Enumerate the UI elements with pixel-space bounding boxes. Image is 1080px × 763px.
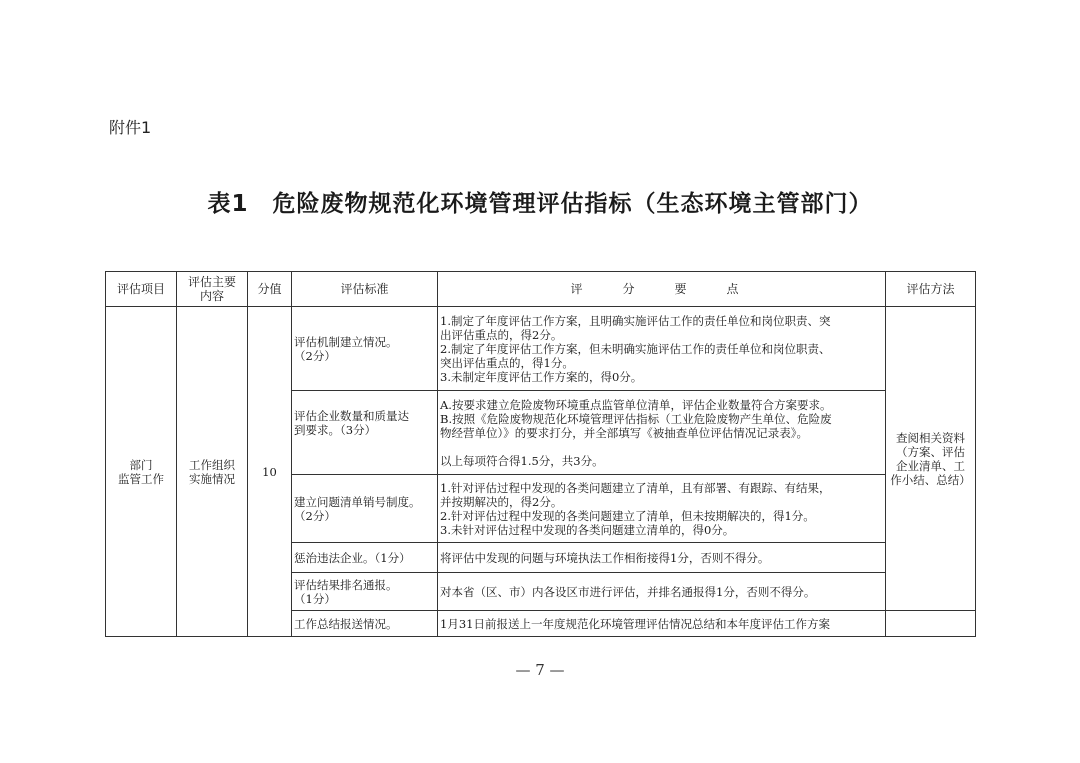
content-cell: 工作组织 实施情况	[177, 307, 248, 637]
criteria-cell: 评估机制建立情况。 （2分）	[292, 307, 438, 391]
criteria-cell: 评估结果排名通报。 （1分）	[292, 573, 438, 611]
criteria-cell: 工作总结报送情况。	[292, 611, 438, 637]
points-cell: 对本省（区、市）内各设区市进行评估，并排名通报得1分，否则不得分。	[438, 573, 886, 611]
criteria-cell: 建立问题清单销号制度。 （2分）	[292, 475, 438, 543]
evaluation-table	[105, 271, 976, 637]
table-header-row	[106, 272, 976, 307]
points-cell: 1.制定了年度评估工作方案，且明确实施评估工作的责任单位和岗位职责、突 出评估重点的，得2分。 2.制定了年度评估工作方案，但未明确实施评估工作的责任单位和岗位职责、 突出评估重点的，得1分。 3.未制定年度评估工作方案的，得0分。	[438, 307, 886, 391]
header-score: 分值	[248, 272, 292, 307]
header-content: 评估主要 内容	[177, 272, 248, 307]
item-cell: 部门 监管工作	[106, 307, 177, 637]
header-item: 评估项目	[106, 272, 177, 307]
criteria-cell: 评估企业数量和质量达 到要求。（3分）	[292, 391, 438, 475]
points-cell: 1月31日前报送上一年度规范化环境管理评估情况总结和本年度评估工作方案	[438, 611, 886, 637]
score-cell: 10	[248, 307, 292, 637]
header-method: 评估方法	[886, 272, 976, 307]
table-row	[106, 307, 976, 391]
points-cell: 1.针对评估过程中发现的各类问题建立了清单，且有部署、有跟踪、有结果， 并按期解决的，得2分。 2.针对评估过程中发现的各类问题建立了清单，但未按期解决的，得1分。 3.未针对评估过程中发现的各类问题建立清单的，得0分。	[438, 475, 886, 543]
criteria-cell: 惩治违法企业。（1分）	[292, 543, 438, 573]
attachment-label: 附件1	[109, 118, 152, 137]
header-points: 评 分 要 点	[438, 272, 886, 307]
method-cell: 查阅相关资料 （方案、评估 企业清单、工 作小结、总结）	[886, 307, 976, 611]
method-cell-empty	[886, 611, 976, 637]
header-criteria: 评估标准	[292, 272, 438, 307]
points-cell: 将评估中发现的问题与环境执法工作相衔接得1分，否则不得分。	[438, 543, 886, 573]
document-title: 表1 危险废物规范化环境管理评估指标（生态环境主管部门）	[207, 191, 873, 217]
page-number: — 7 —	[515, 661, 565, 679]
points-cell: A.按要求建立危险废物环境重点监管单位清单，评估企业数量符合方案要求。 B.按照《危险废物规范化环境管理评估指标（工业危险废物产生单位、危险废 物经营单位）》的要求打分，并全部填写《被抽查单位评估情况记录表》。 以上每项符合得1.5分，共3分。	[438, 391, 886, 475]
